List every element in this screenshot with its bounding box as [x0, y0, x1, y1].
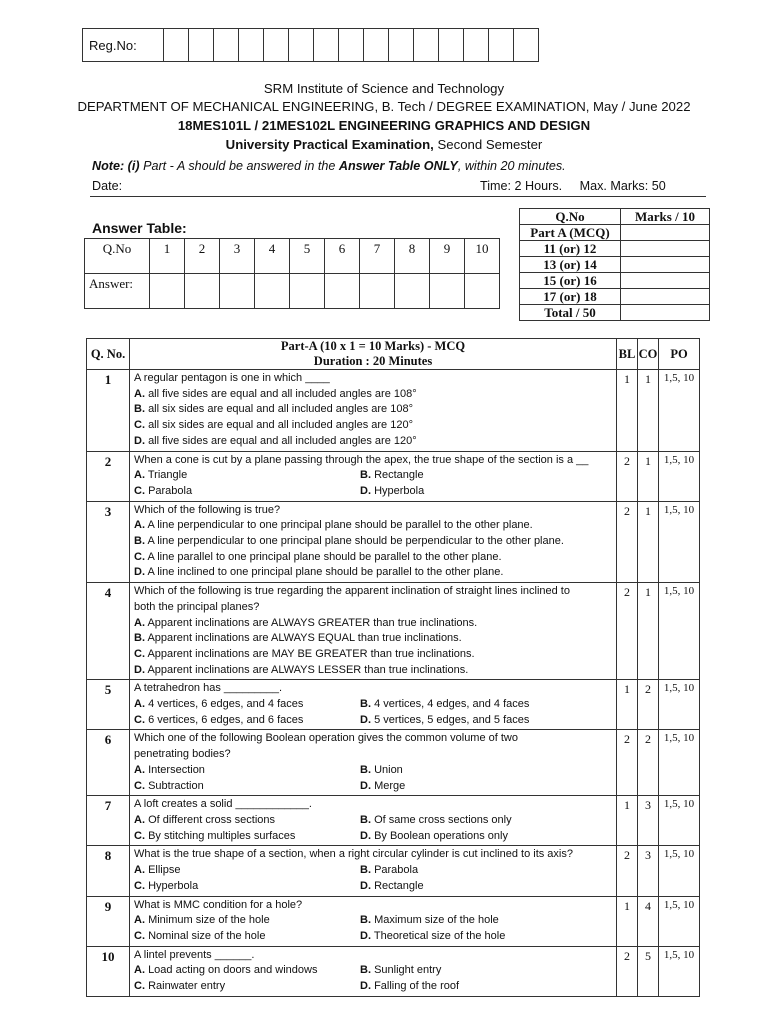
option	[360, 814, 512, 826]
option	[134, 535, 564, 547]
answer-qno-cell: 6	[325, 239, 360, 274]
option-text: Ellipse	[148, 864, 181, 877]
option-text: 6 vertices, 6 edges, and 6 faces	[148, 713, 304, 726]
option	[134, 632, 462, 644]
option-text: Load acting on doors and windows	[148, 964, 318, 977]
question-content	[130, 730, 617, 796]
marks-entry-cell[interactable]	[621, 273, 710, 289]
option	[134, 403, 413, 415]
option-text: Minimum size of the hole	[148, 914, 270, 927]
question-po: 1,5, 10	[659, 370, 700, 452]
question-row	[87, 896, 700, 946]
question-text: A lintel prevents ______.	[134, 948, 255, 961]
option-text: By stitching multiples surfaces	[148, 829, 296, 842]
option-text: Sunlight entry	[374, 964, 442, 977]
marks-entry-cell[interactable]	[621, 289, 710, 305]
exam-bold: University Practical Examination,	[225, 137, 434, 152]
option-letter: B.	[360, 864, 371, 877]
option-letter: A.	[134, 763, 145, 776]
option	[134, 519, 533, 531]
question-row	[87, 501, 700, 583]
question-po: 1,5, 10	[659, 946, 700, 996]
option	[360, 880, 424, 892]
option-text: Apparent inclinations are ALWAYS LESSER than true inclinations.	[147, 663, 469, 676]
option-letter: C.	[134, 484, 145, 497]
department-line: DEPARTMENT OF MECHANICAL ENGINEERING, B. Tech / DEGREE EXAMINATION, May / June 2022	[77, 99, 691, 114]
option-text: Parabola	[374, 864, 419, 877]
option	[360, 469, 424, 481]
marks-row-label: Total / 50	[520, 305, 621, 321]
option	[134, 617, 477, 629]
option-letter: A.	[134, 519, 145, 532]
question-bl: 1	[617, 370, 638, 452]
option-text: Triangle	[147, 469, 188, 482]
option-letter: A.	[134, 387, 145, 400]
option	[360, 980, 459, 992]
reg-cell[interactable]	[489, 29, 514, 62]
answer-input-cell[interactable]	[220, 274, 255, 309]
note-line	[92, 159, 566, 173]
marks-value-header: Marks / 10	[621, 209, 710, 225]
option-text: 4 vertices, 6 edges, and 4 faces	[148, 698, 304, 711]
marks-row-label: Part A (MCQ)	[520, 225, 621, 241]
option-letter: B.	[360, 698, 371, 711]
option	[134, 664, 468, 676]
option	[134, 764, 205, 776]
option-text: Hyperbola	[374, 484, 425, 497]
marks-row-label: 17 (or) 18	[520, 289, 621, 305]
option-letter: A.	[134, 864, 145, 877]
option-text: Maximum size of the hole	[374, 914, 499, 927]
option-text: all five sides are equal and all included angles are 108°	[148, 387, 417, 400]
reg-no-box	[82, 28, 539, 62]
answer-qno-cell: 9	[430, 239, 465, 274]
question-number: 6	[87, 730, 130, 796]
question-bl: 2	[617, 451, 638, 501]
question-co: 2	[638, 730, 659, 796]
reg-cell[interactable]	[314, 29, 339, 62]
question-co: 1	[638, 501, 659, 583]
time-marks-info	[480, 179, 666, 193]
option-letter: D.	[134, 434, 145, 447]
answer-table-answer-row	[85, 274, 500, 309]
option-text: A line perpendicular to one principal plane should be parallel to the other plane.	[147, 519, 533, 532]
option-letter: B.	[360, 763, 371, 776]
question-text: When a cone is cut by a plane passing through the apex, the true shape of the section is a __	[134, 453, 589, 466]
note-mid: Part - A should be answered in the	[139, 159, 339, 173]
question-number: 3	[87, 501, 130, 583]
option-letter: D.	[360, 879, 371, 892]
question-text-cont: both the principal planes?	[134, 600, 260, 613]
option-letter: D.	[360, 929, 371, 942]
option	[360, 864, 418, 876]
option	[360, 964, 441, 976]
question-bl: 2	[617, 846, 638, 896]
option-text: all five sides are equal and all included angles are 120°	[148, 434, 417, 447]
option-letter: C.	[134, 647, 145, 660]
option-text: Apparent inclinations are ALWAYS EQUAL than true inclinations.	[147, 632, 462, 645]
part-a-duration: Duration : 20 Minutes	[313, 354, 433, 368]
question-bl: 1	[617, 896, 638, 946]
question-bl: 2	[617, 730, 638, 796]
answer-qno-cell: 1	[150, 239, 185, 274]
marks-row	[520, 257, 710, 273]
question-content	[130, 583, 617, 680]
option-text: 5 vertices, 5 edges, and 5 faces	[374, 713, 530, 726]
option-text: Apparent inclinations are ALWAYS GREATER than true inclinations.	[147, 616, 478, 629]
option-text: all six sides are equal and all included angles are 108°	[148, 403, 413, 416]
institute-name: SRM Institute of Science and Technology	[263, 81, 505, 96]
option-letter: B.	[134, 535, 145, 548]
marks-row-label: 13 (or) 14	[520, 257, 621, 273]
option	[360, 780, 405, 792]
question-co: 1	[638, 370, 659, 452]
answer-table-title: Answer Table:	[92, 220, 187, 236]
option-text: Theoretical size of the hole	[373, 929, 506, 942]
question-text: What is MMC condition for a hole?	[134, 898, 303, 911]
question-po: 1,5, 10	[659, 501, 700, 583]
note-bold: Answer Table ONLY	[338, 159, 458, 173]
reg-cell[interactable]	[239, 29, 264, 62]
option-letter: B.	[134, 403, 145, 416]
option-text: A line perpendicular to one principal plane should be perpendicular to the other plane.	[147, 535, 564, 548]
question-text: A loft creates a solid ____________.	[134, 798, 312, 811]
option	[134, 914, 270, 926]
reg-cell[interactable]	[414, 29, 439, 62]
marks-row-label: 15 (or) 16	[520, 273, 621, 289]
option	[134, 419, 413, 431]
question-row	[87, 796, 700, 846]
question-text: A tetrahedron has _________.	[134, 682, 283, 695]
question-number: 7	[87, 796, 130, 846]
question-co: 3	[638, 796, 659, 846]
option-letter: D.	[360, 713, 371, 726]
reg-cell[interactable]	[264, 29, 289, 62]
marks-qno-header: Q.No	[520, 209, 621, 225]
question-row	[87, 680, 700, 730]
question-co: 3	[638, 846, 659, 896]
question-text: Which of the following is true regarding the apparent inclination of straight lines inclined to	[134, 585, 570, 598]
marks-row	[520, 289, 710, 305]
answer-input-cell[interactable]	[325, 274, 360, 309]
co-header: CO	[638, 339, 659, 370]
answer-input-cell[interactable]	[360, 274, 395, 309]
option-text: Hyperbola	[148, 879, 199, 892]
option-letter: C.	[134, 980, 145, 993]
marks-row	[520, 305, 710, 321]
question-row	[87, 846, 700, 896]
bl-header: BL	[617, 339, 638, 370]
option-text: all six sides are equal and all included angles are 120°	[148, 419, 413, 432]
option-letter: C.	[134, 550, 145, 563]
option-text: Union	[374, 763, 403, 776]
option-text: Of same cross sections only	[374, 813, 512, 826]
answer-qno-cell: 10	[465, 239, 500, 274]
question-text: Which one of the following Boolean operation gives the common volume of two	[134, 732, 518, 745]
option	[360, 764, 403, 776]
option-letter: B.	[360, 914, 371, 927]
answer-qno-cell: 3	[220, 239, 255, 274]
question-content	[130, 796, 617, 846]
answer-input-cell[interactable]	[255, 274, 290, 309]
questions-table	[86, 338, 700, 997]
option-text: 4 vertices, 4 edges, and 4 faces	[374, 698, 530, 711]
option-letter: D.	[360, 829, 371, 842]
option	[134, 566, 503, 578]
option-text: Subtraction	[148, 779, 204, 792]
marks-entry-cell[interactable]	[621, 241, 710, 257]
option-letter: A.	[134, 813, 145, 826]
option-letter: D.	[360, 980, 371, 993]
option-letter: D.	[134, 663, 145, 676]
question-bl: 1	[617, 680, 638, 730]
option	[134, 814, 275, 826]
answer-qno-cell: 5	[290, 239, 325, 274]
question-bl: 2	[617, 583, 638, 680]
question-number: 1	[87, 370, 130, 452]
option	[134, 485, 192, 497]
question-bl: 2	[617, 501, 638, 583]
option-letter: A.	[134, 469, 145, 482]
question-content	[130, 680, 617, 730]
marks-entry-cell[interactable]	[621, 305, 710, 321]
option	[360, 714, 529, 726]
option-text: Rainwater entry	[148, 980, 226, 993]
option	[134, 980, 225, 992]
option-text: Nominal size of the hole	[148, 929, 266, 942]
option	[134, 698, 303, 710]
question-content	[130, 370, 617, 452]
option	[134, 864, 180, 876]
time-label: Time: 2 Hours.	[480, 179, 563, 193]
part-a-title: Part-A (10 x 1 = 10 Marks) - MCQ	[280, 339, 466, 353]
option	[134, 469, 187, 481]
question-number: 2	[87, 451, 130, 501]
option	[360, 698, 529, 710]
option-letter: B.	[360, 469, 371, 482]
question-content	[130, 501, 617, 583]
option-text: Rectangle	[374, 469, 424, 482]
note-prefix: Note: (i)	[92, 159, 140, 173]
option	[134, 964, 317, 976]
option-text: Rectangle	[374, 879, 424, 892]
question-co: 1	[638, 583, 659, 680]
question-row	[87, 583, 700, 680]
option-text: A line parallel to one principal plane should be parallel to the other plane.	[147, 550, 502, 563]
marks-row-label: 11 (or) 12	[520, 241, 621, 257]
exam-rest: Second Semester	[433, 137, 543, 152]
question-po: 1,5, 10	[659, 846, 700, 896]
marks-row	[520, 241, 710, 257]
option	[134, 780, 204, 792]
reg-cell[interactable]	[339, 29, 364, 62]
option-letter: A.	[134, 698, 145, 711]
reg-cell[interactable]	[439, 29, 464, 62]
option-letter: A.	[134, 914, 145, 927]
option	[134, 648, 475, 660]
option-text: A line inclined to one principal plane should be parallel to the other plane.	[147, 566, 504, 579]
answer-qno-cell: 7	[360, 239, 395, 274]
part-a-header	[130, 339, 617, 370]
option	[134, 930, 265, 942]
option	[134, 830, 295, 842]
reg-no-label: Reg.No:	[83, 29, 164, 62]
question-bl: 2	[617, 946, 638, 996]
answer-table-qno-row	[85, 239, 500, 274]
question-number: 9	[87, 896, 130, 946]
answer-input-cell[interactable]	[290, 274, 325, 309]
question-row	[87, 370, 700, 452]
question-row	[87, 451, 700, 501]
option	[134, 388, 417, 400]
option	[134, 714, 303, 726]
option	[360, 930, 505, 942]
answer-input-cell[interactable]	[430, 274, 465, 309]
option-letter: A.	[134, 964, 145, 977]
option-text: Apparent inclinations are MAY BE GREATER than true inclinations.	[147, 647, 475, 660]
marks-row	[520, 225, 710, 241]
marks-entry-cell[interactable]	[621, 225, 710, 241]
option-letter: D.	[360, 484, 371, 497]
reg-cell[interactable]	[389, 29, 414, 62]
question-po: 1,5, 10	[659, 730, 700, 796]
option	[134, 435, 417, 447]
answer-input-cell[interactable]	[185, 274, 220, 309]
marks-header-row	[520, 209, 710, 225]
question-text-cont: penetrating bodies?	[134, 748, 231, 761]
question-content	[130, 946, 617, 996]
header-divider	[90, 196, 706, 197]
question-po: 1,5, 10	[659, 583, 700, 680]
option-letter: B.	[360, 813, 371, 826]
marks-table	[519, 208, 710, 321]
question-co: 5	[638, 946, 659, 996]
option-letter: C.	[134, 779, 145, 792]
question-number: 10	[87, 946, 130, 996]
option-letter: C.	[134, 419, 145, 432]
question-co: 4	[638, 896, 659, 946]
option-letter: C.	[134, 713, 145, 726]
option	[360, 830, 508, 842]
reg-cell[interactable]	[364, 29, 389, 62]
question-po: 1,5, 10	[659, 896, 700, 946]
po-header: PO	[659, 339, 700, 370]
question-po: 1,5, 10	[659, 796, 700, 846]
reg-cell[interactable]	[514, 29, 539, 62]
answer-qno-cell: 2	[185, 239, 220, 274]
option-text: By Boolean operations only	[374, 829, 508, 842]
option-text: Intersection	[148, 763, 205, 776]
marks-entry-cell[interactable]	[621, 257, 710, 273]
max-marks-label: Max. Marks: 50	[579, 179, 666, 193]
course-title: 18MES101L / 21MES102L ENGINEERING GRAPHICS AND DESIGN	[177, 118, 591, 133]
option-letter: C.	[134, 929, 145, 942]
qno-header: Q. No.	[87, 339, 130, 370]
option-text: Merge	[374, 779, 406, 792]
answer-input-cell[interactable]	[395, 274, 430, 309]
question-bl: 1	[617, 796, 638, 846]
question-number: 4	[87, 583, 130, 680]
answer-input-cell[interactable]	[150, 274, 185, 309]
marks-row	[520, 273, 710, 289]
question-row	[87, 730, 700, 796]
answer-table	[84, 238, 500, 309]
note-suffix: , within 20 minutes.	[457, 159, 566, 173]
option-letter: A.	[134, 616, 145, 629]
option-letter: B.	[360, 964, 371, 977]
question-number: 5	[87, 680, 130, 730]
question-co: 1	[638, 451, 659, 501]
reg-cell[interactable]	[214, 29, 239, 62]
answer-qno-cell: 8	[395, 239, 430, 274]
question-row	[87, 946, 700, 996]
option	[360, 485, 424, 497]
option-letter: B.	[134, 632, 145, 645]
date-label: Date:	[92, 179, 123, 193]
option-letter: C.	[134, 829, 145, 842]
reg-cell[interactable]	[289, 29, 314, 62]
exam-line	[0, 137, 768, 152]
reg-cell[interactable]	[164, 29, 189, 62]
answer-qno-cell: 4	[255, 239, 290, 274]
option-letter: D.	[360, 779, 371, 792]
question-number: 8	[87, 846, 130, 896]
option-text: Falling of the roof	[374, 980, 460, 993]
option-text: Parabola	[148, 484, 193, 497]
question-text: Which of the following is true?	[134, 503, 281, 516]
answer-label: Answer:	[85, 274, 150, 309]
question-text: A regular pentagon is one in which ____	[134, 372, 330, 384]
question-content	[130, 451, 617, 501]
answer-qno-label: Q.No	[85, 239, 150, 274]
reg-cell[interactable]	[464, 29, 489, 62]
option	[134, 551, 502, 563]
question-po: 1,5, 10	[659, 451, 700, 501]
option-text: Of different cross sections	[148, 813, 276, 826]
option	[134, 880, 198, 892]
option	[360, 914, 499, 926]
question-po: 1,5, 10	[659, 680, 700, 730]
reg-cell[interactable]	[189, 29, 214, 62]
answer-input-cell[interactable]	[465, 274, 500, 309]
question-content	[130, 896, 617, 946]
question-content	[130, 846, 617, 896]
question-text: What is the true shape of a section, when a right circular cylinder is cut inclined to its axis?	[134, 848, 573, 861]
option-letter: D.	[134, 566, 145, 579]
questions-header-row	[87, 339, 700, 370]
question-co: 2	[638, 680, 659, 730]
option-letter: C.	[134, 879, 145, 892]
